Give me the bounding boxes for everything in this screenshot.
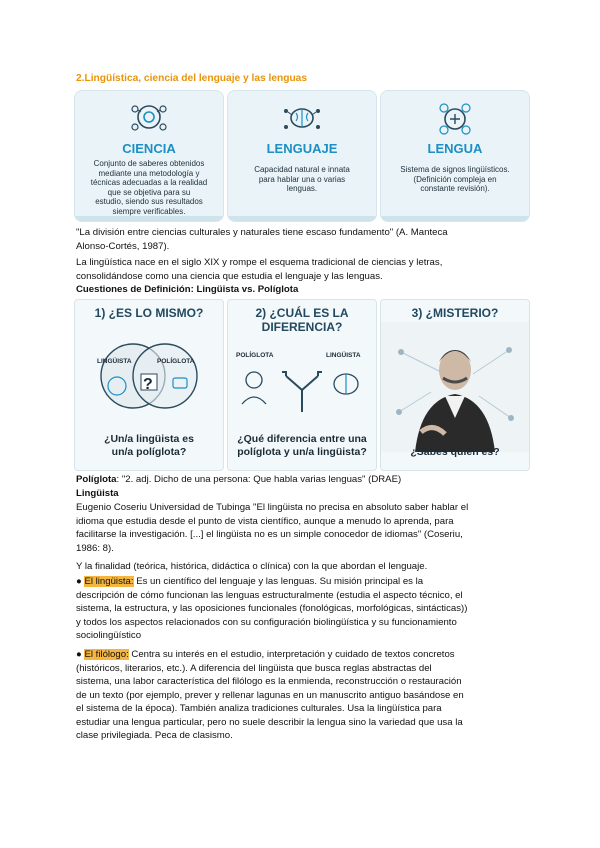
diverging-arrows-icon bbox=[238, 362, 366, 418]
paragraph-linguistica: La lingüística nace en el siglo XIX y rompe el esquema tradicional de ciencias y letras, consolidándose como una ciencia que estudia el lenguaje y las lenguas. bbox=[76, 257, 443, 282]
science-gears-icon bbox=[129, 101, 169, 137]
label-left: POLÍGLOTA bbox=[236, 352, 274, 359]
bullet-filologo: ● El filólogo: Centra su interés en el estudio, interpretación y cuidado de textos concretos (históricos, literarios, etc.). A diferencia del lingüista que busca reglas abstractas del sistema, una labor característica del filólogo es la enmienda, reconstrucción o restauración de un texto (por ejemplo, prever y rellenar lagunas en un manuscrito antiguo basándose en el sistema de la época). También analiza tradiciones culturales. Usa la lingüística para estudiar una lengua particular, pero no suele describir la lengua sino la variedad que usa la clase privilegiada. Peca de clasismo. bbox=[76, 649, 464, 741]
panel-title: 3) ¿MISTERIO? bbox=[411, 306, 499, 320]
panel-title: 2) ¿CUÁL ES LA DIFERENCIA? bbox=[255, 306, 349, 334]
linguista-heading: Lingüista bbox=[76, 488, 119, 499]
venn-label-left: LINGÜISTA bbox=[97, 358, 132, 365]
label-right: LINGÜISTA bbox=[326, 352, 361, 359]
card-title: LENGUA bbox=[427, 141, 483, 156]
card-description: Sistema de signos lingüísticos. (Definición compleja en constante revisión). bbox=[400, 165, 510, 193]
card-description: Capacidad natural e innata para hablar una o varias lenguas. bbox=[254, 165, 350, 193]
panel-title: 1) ¿ES LO MISMO? bbox=[94, 306, 204, 320]
highlight-filologo: El filólogo: bbox=[84, 649, 129, 660]
highlight-linguista: El lingüista: bbox=[84, 576, 134, 587]
panel-misterio bbox=[380, 299, 530, 471]
card-title: LENGUAJE bbox=[266, 141, 338, 156]
card-title: CIENCIA bbox=[122, 141, 176, 156]
panel-question: ¿Sabes quién es? bbox=[410, 445, 500, 458]
section-heading: 2.Lingüística, ciencia del lenguaje y las lenguas bbox=[76, 73, 307, 84]
panel-es-lo-mismo bbox=[74, 299, 224, 471]
poliglota-definition: Políglota: "2. adj. Dicho de una persona: Que habla varias lenguas" (DRAE) bbox=[76, 474, 402, 485]
panel-question: ¿Un/a lingüista es un/a políglota? bbox=[104, 433, 194, 458]
card-ciencia bbox=[74, 90, 224, 222]
panel-question: ¿Qué diferencia entre una políglota y un/a lingüista? bbox=[237, 433, 367, 458]
definitions-infographic bbox=[74, 90, 528, 220]
question-mark-icon: ? bbox=[143, 376, 153, 393]
finalidad-line: Y la finalidad (teórica, histórica, didáctica o clínica) con la que abordan el lenguaje. bbox=[76, 561, 428, 572]
venn-diagram-icon bbox=[89, 336, 209, 410]
brain-network-icon bbox=[282, 101, 322, 137]
card-lengua bbox=[380, 90, 530, 222]
panel-cual-es-la-diferencia bbox=[227, 299, 377, 471]
bullet-linguista: ● El lingüista: Es un científico del lenguaje y las lenguas. Su misión principal es la descripción de cómo funcionan las lenguas estructuralmente (estudia el aspecto técnico, el sistema, la estructura, y las oposiciones funcionales (fonológicas, morfológicas, sintácticas)) y todos los aspectos relacionados con su configuración biolingüística y su funcionamiento sociolingüístico bbox=[76, 576, 468, 641]
card-lenguaje bbox=[227, 90, 377, 222]
portrait-photo bbox=[381, 322, 529, 452]
subheading-definicion: Cuestiones de Definición: Lingüista vs. Políglota bbox=[76, 284, 299, 295]
linguista-poliglota-infographic bbox=[74, 299, 528, 469]
card-description: Conjunto de saberes obtenidos mediante una metodología y técnicas adecuadas a la realidad que se objetiva para su estudio, siendo sus resultados siempre verificables. bbox=[90, 159, 208, 216]
language-signs-icon bbox=[435, 101, 475, 137]
venn-label-right: POLÍGLOTA bbox=[157, 358, 195, 365]
coseriu-quote: Eugenio Coseriu Universidad de Tubinga "El lingüista no precisa en absoluto saber hablar el idioma que estudia desde el punto de vista científico, aunque a menudo lo aprenda, para facilitarse la investigación. [...] el lingüista no es un simple conocedor de idiomas" (Coseriu, 1986: 8). bbox=[76, 502, 469, 554]
quote-manteca: "La división entre ciencias culturales y naturales tiene escaso fundamento" (A. Manteca Alonso-Cortés, 1987). bbox=[76, 227, 448, 252]
